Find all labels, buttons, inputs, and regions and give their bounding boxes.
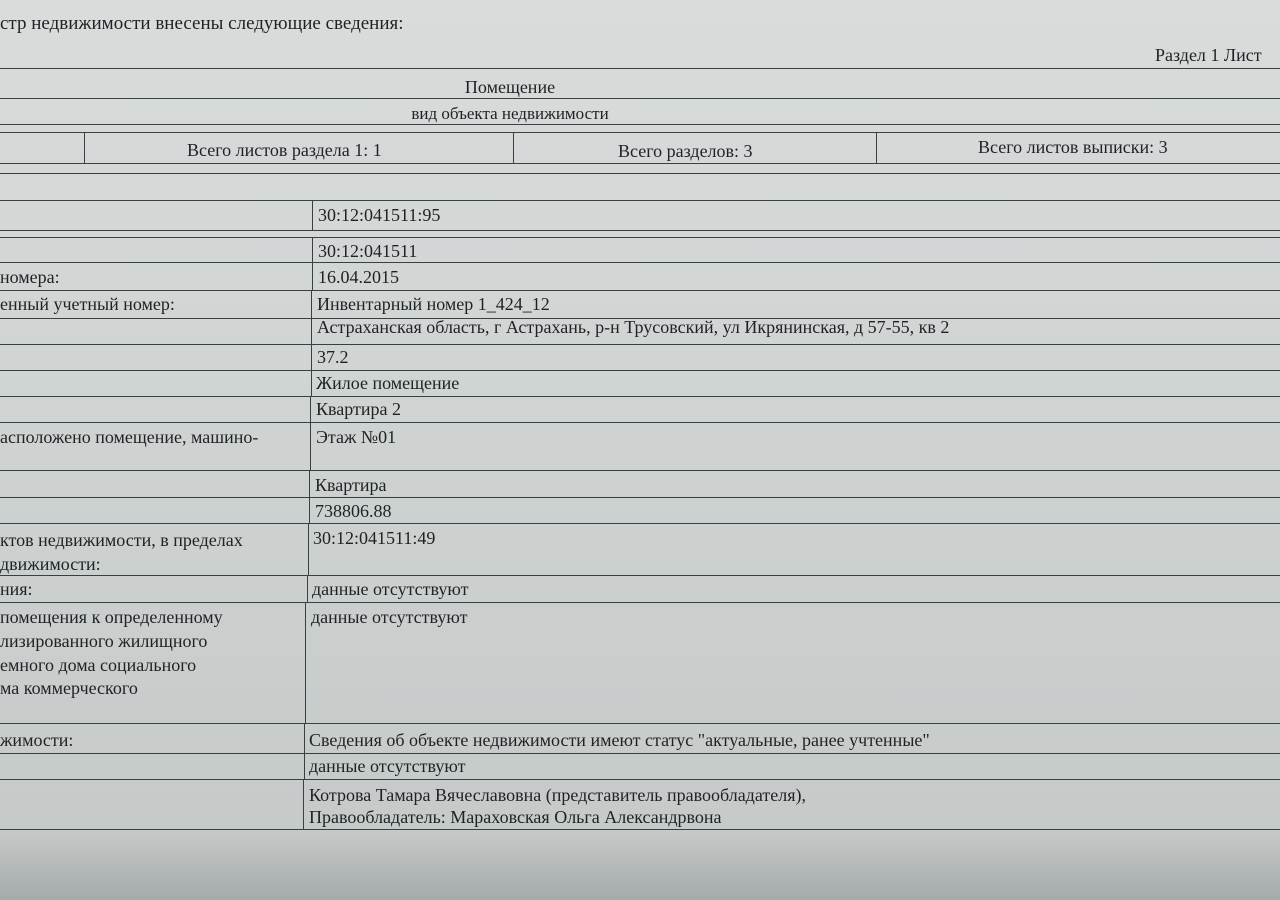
- column-divider: [312, 262, 313, 290]
- cadastral-number: 30:12:041511:95: [318, 205, 441, 225]
- row-label: асположено помещение, машино-: [0, 427, 259, 447]
- column-divider: [308, 523, 309, 575]
- object-caption: вид объекта недвижимости: [411, 104, 609, 123]
- column-divider: [312, 237, 313, 262]
- rule: [0, 753, 1280, 754]
- area: 37.2: [317, 347, 349, 367]
- row-label: жимости:: [0, 730, 74, 750]
- rule: [0, 68, 1280, 69]
- row-label: енный учетный номер:: [0, 294, 175, 314]
- column-divider: [311, 318, 312, 344]
- column-divider: [311, 370, 312, 396]
- address: Астраханская область, г Астрахань, р-н Трусовский, ул Икрянинская, д 57-55, кв 2: [317, 317, 950, 337]
- column-divider: [303, 779, 304, 829]
- object-name: Помещение: [464, 77, 556, 97]
- row-label: ктов недвижимости, в пределах: [0, 530, 243, 550]
- value-absent: данные отсутствуют: [309, 756, 466, 776]
- rule: [0, 230, 1280, 231]
- rule: [0, 723, 1280, 724]
- rightholder-line: Правообладатель: Мараховская Ольга Александрвона: [309, 807, 722, 827]
- column-divider: [310, 422, 311, 470]
- parent-object-number: 30:12:041511:49: [313, 528, 436, 548]
- column-divider: [305, 602, 306, 723]
- assignment-date: 16.04.2015: [318, 267, 399, 287]
- rule: [0, 98, 1280, 99]
- total-sections: Всего разделов: 3: [618, 141, 753, 161]
- premises-type: Квартира: [315, 475, 387, 495]
- rule: [0, 200, 1280, 201]
- rule: [0, 237, 1280, 238]
- rule: [0, 173, 1280, 174]
- object-status: Сведения об объекте недвижимости имеют статус "актуальные, ранее учтенные": [309, 730, 930, 750]
- cell-border: [513, 132, 514, 163]
- cell-border: [876, 132, 877, 163]
- total-extract-sheets: Всего листов выписки: 3: [978, 137, 1168, 157]
- column-divider: [307, 575, 308, 602]
- rule: [0, 370, 1280, 371]
- rule: [0, 163, 1280, 164]
- column-divider: [310, 396, 311, 422]
- premises-name: Квартира 2: [316, 399, 402, 419]
- row-label: ма коммерческого: [0, 678, 138, 698]
- row-label: движимости:: [0, 554, 101, 574]
- floor-number: Этаж №01: [316, 427, 397, 447]
- column-divider: [304, 753, 305, 779]
- rule: [0, 575, 1280, 576]
- premises-purpose: Жилое помещение: [316, 373, 460, 393]
- cadastral-value: 738806.88: [315, 501, 392, 521]
- column-divider: [312, 200, 313, 230]
- section-reference: Раздел 1 Лист: [1155, 45, 1262, 65]
- rule: [0, 497, 1280, 498]
- total-section-sheets: Всего листов раздела 1: 1: [187, 140, 382, 160]
- row-label: емного дома социального: [0, 655, 197, 675]
- rule: [0, 779, 1280, 780]
- photo-shadow: [0, 830, 1280, 900]
- column-divider: [311, 290, 312, 318]
- row-label: ния:: [0, 579, 33, 599]
- value-absent: данные отсутствуют: [312, 579, 469, 599]
- rule: [0, 124, 1280, 125]
- rule: [0, 470, 1280, 471]
- row-label: лизированного жилищного: [0, 631, 208, 651]
- row-label: помещения к определенному: [0, 607, 223, 627]
- rule: [0, 290, 1280, 291]
- column-divider: [304, 723, 305, 753]
- rule: [0, 344, 1280, 345]
- rule: [0, 422, 1280, 423]
- rule: [0, 262, 1280, 263]
- rule: [0, 602, 1280, 603]
- row-label: номера:: [0, 267, 60, 287]
- cell-border: [84, 132, 85, 163]
- column-divider: [309, 470, 310, 497]
- value-absent: данные отсутствуют: [311, 607, 468, 627]
- column-divider: [309, 497, 310, 523]
- applicant-line: Котрова Тамара Вячеславовна (представитель правообладателя),: [309, 785, 806, 805]
- intro-text: стр недвижимости внесены следующие сведения:: [0, 13, 404, 34]
- rule: [0, 396, 1280, 397]
- rule: [0, 523, 1280, 524]
- column-divider: [311, 344, 312, 370]
- inventory-number: Инвентарный номер 1_424_12: [317, 294, 550, 314]
- cadastral-quarter: 30:12:041511: [318, 241, 418, 261]
- rule: [0, 132, 1280, 133]
